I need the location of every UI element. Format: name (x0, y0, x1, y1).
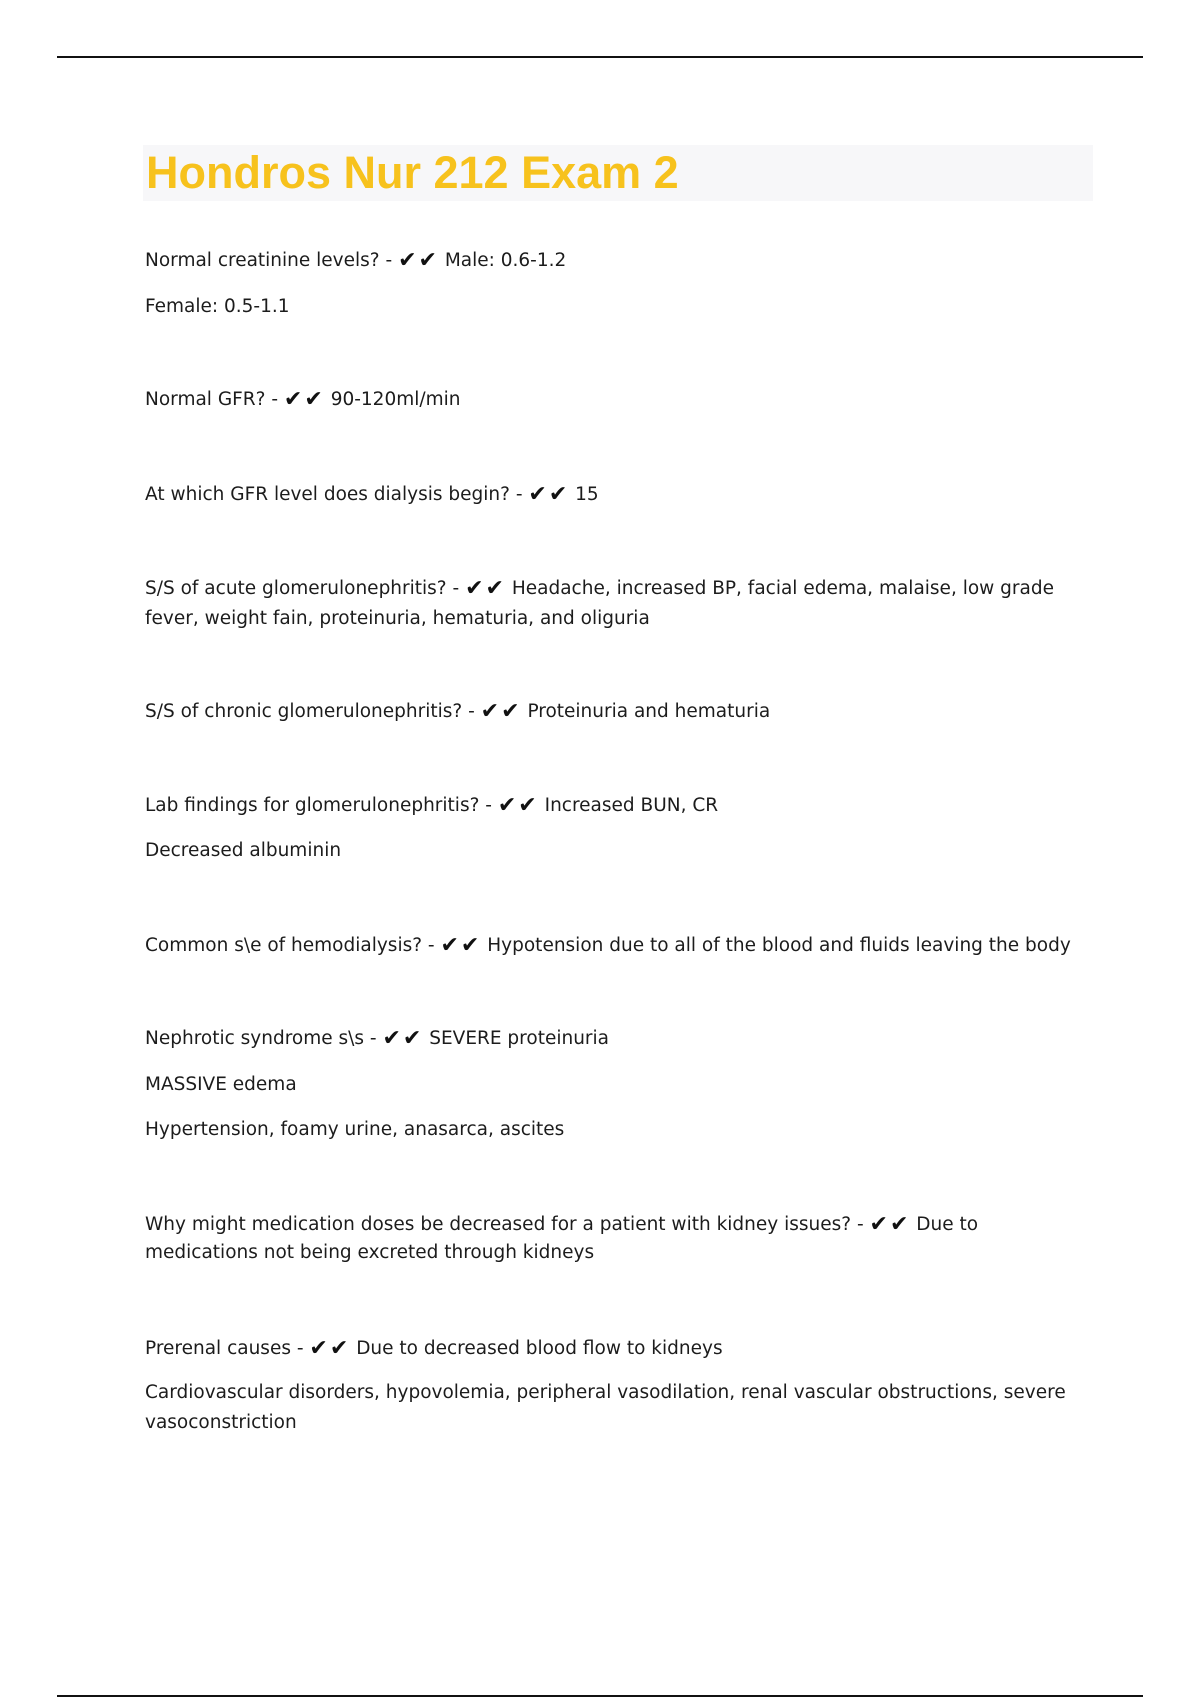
qa-extra-line: Hypertension, foamy urine, anasarca, ascites (145, 1119, 565, 1140)
question-text: Why might medication doses be decreased for a patient with kidney issues? - (145, 1214, 864, 1235)
double-check-icon: ✔✔ (465, 576, 506, 601)
double-check-icon: ✔✔ (480, 699, 522, 724)
question-text: Nephrotic syndrome s\s - (145, 1028, 377, 1049)
double-check-icon: ✔✔ (398, 248, 439, 273)
qa-question-line (145, 1024, 609, 1054)
double-check-icon: ✔✔ (440, 933, 482, 958)
qa-question-line (145, 791, 718, 821)
question-text: Common s\e of hemodialysis? - (145, 935, 435, 956)
answer-text: Male: 0.6-1.2 (444, 250, 567, 271)
answer-text: SEVERE proteinuria (429, 1028, 610, 1049)
answer-text: Headache, increased BP, facial edema, malaise, low grade fever, weight fain, proteinuria, hematuria, and oliguria (145, 578, 1054, 629)
qa-extra-line: Decreased albuminin (145, 840, 342, 861)
answer-text: 15 (575, 484, 599, 505)
double-check-icon: ✔✔ (528, 482, 570, 507)
qa-extra-line: Female: 0.5-1.1 (145, 296, 290, 317)
question-text: Normal creatinine levels? - (145, 250, 393, 271)
qa-question-line (145, 1334, 723, 1364)
answer-text: Hypotension due to all of the blood and fluids leaving the body (487, 935, 1071, 956)
question-text: S/S of chronic glomerulonephritis? - (145, 701, 475, 722)
qa-extra-line: Cardiovascular disorders, hypovolemia, peripheral vasodilation, renal vascular obstructions, severe vasoconstriction (145, 1382, 1066, 1433)
document-title: Hondros Nur 212 Exam 2 (146, 147, 679, 198)
qa-question-line (145, 480, 599, 510)
double-check-icon: ✔✔ (283, 387, 325, 412)
double-check-icon: ✔✔ (382, 1026, 424, 1051)
answer-text: 90-120ml/min (330, 389, 461, 410)
qa-question-line (145, 574, 1090, 634)
question-text: At which GFR level does dialysis begin? - (145, 484, 523, 505)
top-rule (57, 56, 1143, 58)
qa-question-line (145, 385, 461, 415)
answer-text: Proteinuria and hematuria (527, 701, 771, 722)
double-check-icon: ✔✔ (869, 1212, 911, 1237)
answer-text: Due to decreased blood flow to kidneys (356, 1338, 723, 1359)
question-text: Normal GFR? - (145, 389, 279, 410)
qa-question-line (145, 1211, 1090, 1267)
qa-question-line (145, 931, 1071, 961)
question-text: Prerenal causes - (145, 1338, 304, 1359)
qa-question-line (145, 246, 566, 276)
answer-text: Due to medications not being excreted through kidneys (145, 1214, 979, 1263)
bottom-rule (57, 1695, 1143, 1697)
answer-text: Increased BUN, CR (544, 795, 719, 816)
question-text: S/S of acute glomerulonephritis? - (145, 578, 460, 599)
question-text: Lab findings for glomerulonephritis? - (145, 795, 492, 816)
double-check-icon: ✔✔ (497, 793, 539, 818)
qa-extra-line: MASSIVE edema (145, 1074, 297, 1095)
double-check-icon: ✔✔ (309, 1336, 351, 1361)
qa-question-line (145, 697, 770, 727)
